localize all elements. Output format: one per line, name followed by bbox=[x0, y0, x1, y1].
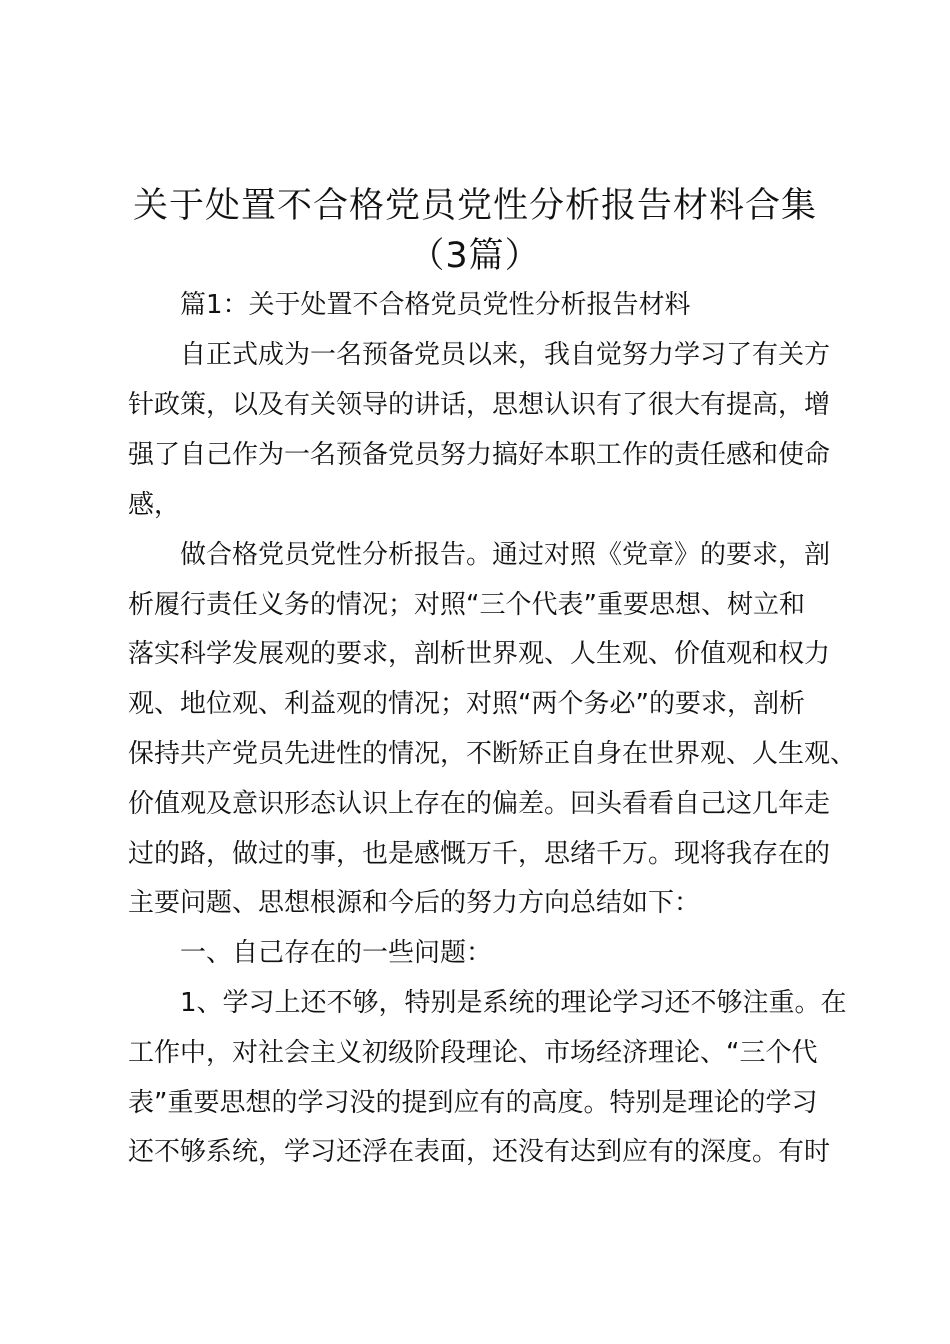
paragraph-line: 1、学习上还不够，特别是系统的理论学习还不够注重。在 bbox=[180, 988, 847, 1018]
document-title: 关于处置不合格党员党性分析报告材料合集 bbox=[132, 186, 817, 226]
paragraph-line: 针政策，以及有关领导的讲话，思想认识有了很大有提高，增 bbox=[128, 390, 831, 420]
paragraph-line: 落实科学发展观的要求，剖析世界观、人生观、价值观和权力 bbox=[128, 639, 831, 669]
paragraph-line: 过的路，做过的事，也是感慨万千，思绪千万。现将我存在的 bbox=[128, 839, 831, 869]
section-heading: 一、自己存在的一些问题： bbox=[180, 938, 493, 968]
paragraph-line: 做合格党员党性分析报告。通过对照《党章》的要求，剖 bbox=[180, 540, 831, 570]
paragraph-line: 主要问题、思想根源和今后的努力方向总结如下： bbox=[128, 888, 701, 918]
paragraph-line: 析履行责任义务的情况；对照“三个代表”重要思想、树立和 bbox=[128, 590, 805, 620]
document-title-count: （3篇） bbox=[409, 236, 541, 276]
paragraph-line: 工作中，对社会主义初级阶段理论、市场经济理论、“三个代 bbox=[128, 1038, 818, 1068]
paragraph-line: 还不够系统，学习还浮在表面，还没有达到应有的深度。有时 bbox=[128, 1137, 831, 1167]
paragraph-line: 价值观及意识形态认识上存在的偏差。回头看看自己这几年走 bbox=[128, 789, 831, 819]
section-heading: 篇1：关于处置不合格党员党性分析报告材料 bbox=[180, 290, 691, 320]
paragraph-line: 感， bbox=[128, 490, 181, 520]
paragraph-line: 观、地位观、利益观的情况；对照“两个务必”的要求，剖析 bbox=[128, 689, 805, 719]
paragraph-line: 表”重要思想的学习没的提到应有的高度。特别是理论的学习 bbox=[128, 1088, 818, 1118]
paragraph-line: 保持共产党员先进性的情况，不断矫正自身在世界观、人生观、 bbox=[128, 739, 857, 769]
paragraph-line: 自正式成为一名预备党员以来，我自觉努力学习了有关方 bbox=[180, 340, 831, 370]
paragraph-line: 强了自己作为一名预备党员努力搞好本职工作的责任感和使命 bbox=[128, 440, 831, 470]
